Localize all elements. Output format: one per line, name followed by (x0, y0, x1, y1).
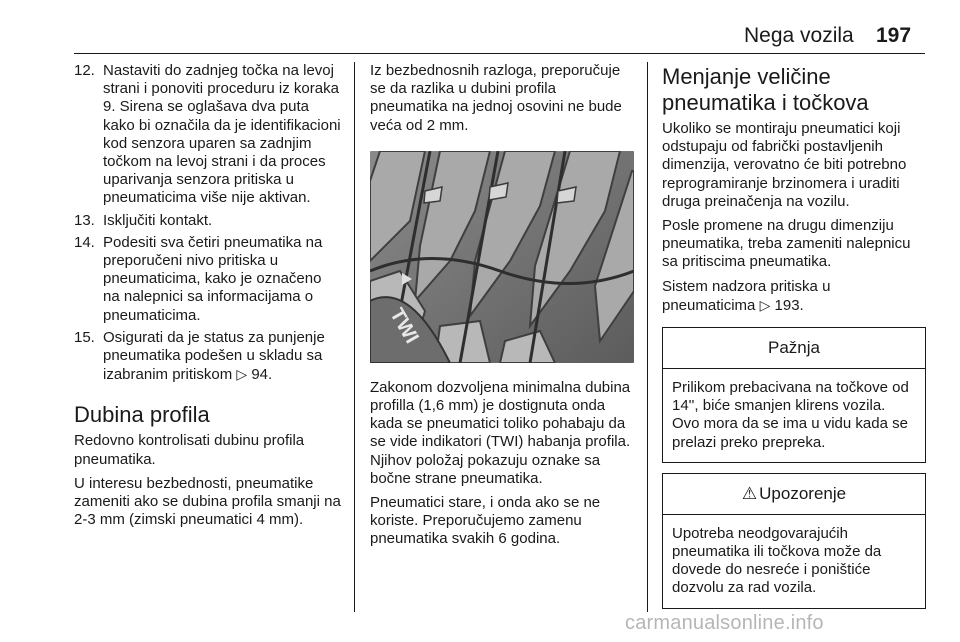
step-number: 14. (74, 233, 95, 251)
column-divider-1 (354, 62, 355, 612)
paragraph (662, 278, 926, 315)
warning-triangle-icon: ⚠ (741, 483, 758, 503)
step-number: 13. (74, 211, 95, 229)
section-heading-tread-depth: Dubina profila (74, 402, 210, 428)
column-left (74, 62, 342, 535)
column-divider-2 (647, 62, 648, 612)
step-text-body: Osigurati da je status za punjenje pneumatika podešen u skladu sa izabranim pritiskom (103, 328, 325, 384)
warning-title: Upozorenje (759, 483, 847, 503)
header-rule (74, 53, 925, 54)
watermark: carmanualsonline.info (625, 612, 824, 634)
warning-title-bar (663, 474, 925, 515)
page-ref-link[interactable]: 193. (774, 296, 804, 314)
list-item (74, 62, 342, 208)
column-middle (370, 62, 634, 555)
paragraph: Iz bezbednosnih razloga, preporučuje se da razlika u dubini profila pneumatika na jednoj osovini ne bude veća od 2 mm. (370, 62, 622, 134)
page-header (0, 0, 960, 56)
notice-body: Prilikom prebacivana na točkove od 14'', biće smanjen klirens vozila. Ovo mora da se ima u vidu kada se prelazi preko prepreka. (672, 379, 909, 451)
warning-box (662, 473, 926, 609)
tire-tread-illustration (370, 151, 634, 363)
column-right (662, 62, 926, 609)
tire-tread-svg (370, 151, 634, 363)
step-text: Nastaviti do zadnjeg točka na levoj strani i ponoviti proceduru iz koraka 9. Sirena se oglašava dva puta kako bi označila da je identifikacioni kod senzora uparen sa zadnjim točkom na levoj strani i da proces uparivanja senzora pritiska u pneumaticima više nije aktivan. (103, 62, 341, 207)
page-number: 197 (876, 24, 912, 47)
paragraph: Ukoliko se montiraju pneumatici koji odstupaju od fabrički postavljenih dimenzija, verovatno će biti potrebno reprogramiranje brzinomera i uraditi druga preinačenja na vozilu. (662, 120, 907, 210)
list-item (74, 212, 342, 230)
paragraph: U interesu bezbednosti, pneumatike zameniti ako se dubina profila smanji na 2-3 mm (zimski pneumatici 4 mm). (74, 474, 341, 529)
list-item (74, 234, 342, 325)
paragraph: Zakonom dozvoljena minimalna dubina profilla (1,6 mm) je dostignuta onda kada se pneumatici toliko pohabaju da se vide indikatori (TWI) habanja profila. Njihov položaj pokazuju oznake sa bočne strane pneumatika. (370, 378, 631, 487)
list-item (74, 329, 342, 385)
section-heading-size-change: Menjanje veličine pneumatika i točkova (662, 64, 869, 115)
twi-label: TWI (385, 304, 423, 348)
notice-box (662, 327, 926, 463)
step-text: Podesiti sva četiri pneumatika na preporučeni nivo pritiska u pneumaticima, kako je označeno na nalepnici sa informacijama o pneumaticima. (103, 233, 323, 324)
step-text (103, 329, 342, 385)
page-title: Nega vozila (744, 24, 854, 47)
paragraph: Posle promene na drugu dimenziju pneumatika, treba zameniti nalepnicu sa pritiscima pneumatika. (662, 217, 911, 271)
notice-title: Pažnja (663, 328, 925, 369)
reference-text: Sistem nadzora pritiska u pneumaticima (662, 277, 831, 314)
step-number: 15. (74, 328, 95, 346)
page-ref-icon: ▷ (759, 296, 771, 313)
warning-body: Upotreba neodgovarajućih pneumatika ili točkova može da dovede do nesreće i poništiće dozvolu za rad vozila. (672, 524, 882, 597)
step-number: 12. (74, 62, 95, 79)
page-ref-icon: ▷ (236, 366, 248, 383)
paragraph: Redovno kontrolisati dubinu profila pneumatika. (74, 432, 305, 468)
page-ref-link[interactable]: 94. (251, 366, 273, 384)
step-text: Isključiti kontakt. (103, 211, 213, 229)
paragraph: Pneumatici stare, i onda ako se ne koriste. Preporučujemo zamenu pneumatika svakih 6 godina. (370, 494, 601, 548)
